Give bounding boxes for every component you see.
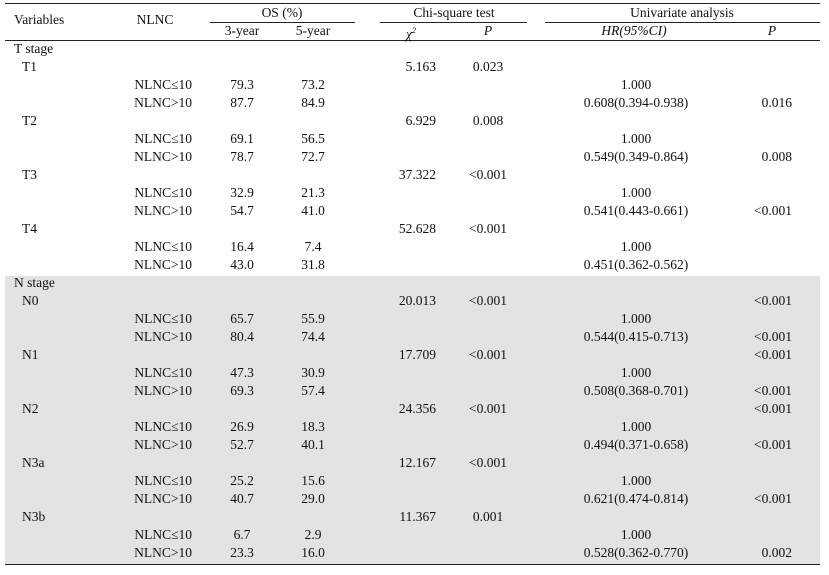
variables-header: Variables: [14, 12, 65, 27]
os-5year-value: 30.9: [301, 365, 325, 380]
os-5year-value: 74.4: [301, 329, 325, 344]
hazard-ratio: 0.608(0.394-0.938): [583, 95, 689, 110]
uni-group-rule: [545, 22, 820, 23]
hazard-ratio: 0.621(0.474-0.814): [583, 491, 689, 506]
chi-p-value: <0.001: [469, 347, 507, 362]
os-3year-value: 43.0: [230, 257, 254, 272]
nlnc-header: NLNC: [136, 12, 174, 27]
hazard-ratio: 0.541(0.443-0.661): [583, 203, 689, 218]
univariate-p-value: <0.001: [754, 347, 792, 362]
os-5year-value: 56.5: [301, 131, 325, 146]
os-5year-value: 2.9: [304, 527, 322, 542]
os-5year-value: 31.8: [301, 257, 325, 272]
os-3year-value: 54.7: [230, 203, 254, 218]
os-5year-value: 16.0: [301, 545, 325, 560]
os-5year-value: 15.6: [301, 473, 325, 488]
bottom-rule: [5, 564, 820, 565]
univariate-p-value: 0.016: [761, 95, 792, 110]
os-3year-value: 32.9: [230, 185, 254, 200]
uni-group-header: Univariate analysis: [630, 5, 734, 20]
section-label: N stage: [14, 275, 55, 290]
chi-p-value: <0.001: [469, 167, 507, 182]
nlnc-group: NLNC>10: [134, 491, 192, 506]
nlnc-group: NLNC>10: [134, 203, 192, 218]
nlnc-group: NLNC>10: [134, 257, 192, 272]
hazard-ratio: 1.000: [620, 527, 652, 542]
nlnc-group: NLNC>10: [134, 329, 192, 344]
univariate-p-value: <0.001: [754, 293, 792, 308]
chi-superscript: 2: [411, 26, 416, 35]
os-3year-value: 87.7: [230, 95, 254, 110]
univariate-p-value: <0.001: [754, 203, 792, 218]
os-5year-value: 72.7: [301, 149, 325, 164]
stage-label: N1: [22, 347, 39, 362]
hazard-ratio: 1.000: [620, 311, 652, 326]
os-5year-header: 5-year: [295, 23, 331, 38]
stage-label: T3: [22, 167, 37, 182]
nlnc-group: NLNC≤10: [134, 77, 192, 92]
hazard-ratio: 1.000: [620, 77, 652, 92]
os-3year-value: 16.4: [230, 239, 254, 254]
univariate-p-value: 0.008: [761, 149, 792, 164]
os-3year-header: 3-year: [224, 23, 260, 38]
stage-label: N0: [22, 293, 39, 308]
os-5year-value: 21.3: [301, 185, 325, 200]
os-5year-value: 7.4: [304, 239, 322, 254]
stage-label: T4: [22, 221, 37, 236]
stage-label: T1: [22, 59, 37, 74]
univariate-p-value: <0.001: [754, 329, 792, 344]
nlnc-group: NLNC>10: [134, 545, 192, 560]
nlnc-group: NLNC≤10: [134, 131, 192, 146]
hazard-ratio: 0.494(0.371-0.658): [583, 437, 689, 452]
hazard-ratio: 0.549(0.349-0.864): [583, 149, 689, 164]
os-5year-value: 40.1: [301, 437, 325, 452]
hazard-ratio: 1.000: [620, 185, 652, 200]
hazard-ratio: 1.000: [620, 365, 652, 380]
os-5year-value: 73.2: [301, 77, 325, 92]
os-3year-value: 47.3: [230, 365, 254, 380]
os-5year-value: 57.4: [301, 383, 325, 398]
chi-square-value: 12.167: [398, 455, 436, 470]
chi-square-header: [406, 23, 416, 43]
chi-square-value: 37.322: [398, 167, 436, 182]
section-label: T stage: [14, 41, 54, 56]
nlnc-group: NLNC>10: [134, 95, 192, 110]
nlnc-group: NLNC≤10: [134, 185, 192, 200]
univariate-p-value: <0.001: [754, 383, 792, 398]
nlnc-group: NLNC≤10: [134, 239, 192, 254]
os-3year-value: 69.3: [230, 383, 254, 398]
chi-p-value: <0.001: [469, 455, 507, 470]
hazard-ratio: 1.000: [620, 419, 652, 434]
os-5year-value: 41.0: [301, 203, 325, 218]
os-5year-value: 18.3: [301, 419, 325, 434]
nlnc-group: NLNC>10: [134, 383, 192, 398]
os-5year-value: 29.0: [301, 491, 325, 506]
chi-p-value: <0.001: [469, 401, 507, 416]
nlnc-group: NLNC≤10: [134, 527, 192, 542]
chi-p-value: 0.023: [472, 59, 504, 74]
hazard-ratio: 1.000: [620, 131, 652, 146]
hazard-ratio: 1.000: [620, 473, 652, 488]
os-3year-value: 79.3: [230, 77, 254, 92]
nlnc-group: NLNC≤10: [134, 365, 192, 380]
chi-square-value: 20.013: [398, 293, 436, 308]
chi-square-value: 11.367: [399, 509, 436, 524]
os-3year-value: 40.7: [230, 491, 254, 506]
os-5year-value: 84.9: [301, 95, 325, 110]
os-3year-value: 69.1: [230, 131, 254, 146]
hazard-ratio: 0.528(0.362-0.770): [583, 545, 689, 560]
chi-square-value: 24.356: [398, 401, 436, 416]
chi-square-value: 5.163: [405, 59, 436, 74]
univariate-p-value: <0.001: [754, 401, 792, 416]
nlnc-group: NLNC≤10: [134, 419, 192, 434]
nlnc-group: NLNC>10: [134, 437, 192, 452]
chi-p-value: 0.001: [472, 509, 504, 524]
chi-p-value: 0.008: [472, 113, 504, 128]
os-3year-value: 65.7: [230, 311, 254, 326]
hazard-ratio: 0.451(0.362-0.562): [583, 257, 689, 272]
chi-square-value: 17.709: [398, 347, 436, 362]
stage-label: N3b: [22, 509, 46, 524]
stage-label: N2: [22, 401, 39, 416]
chi-p-value: <0.001: [469, 293, 507, 308]
univariate-p-value: 0.002: [761, 545, 792, 560]
top-rule: [5, 3, 820, 4]
chi-square-value: 52.628: [398, 221, 436, 236]
chi-square-value: 6.929: [405, 113, 436, 128]
os-3year-value: 23.3: [230, 545, 254, 560]
hr-header: HR(95%CI): [601, 23, 667, 38]
os-5year-value: 55.9: [301, 311, 325, 326]
hazard-ratio: 1.000: [620, 239, 652, 254]
nlnc-group: NLNC>10: [134, 149, 192, 164]
univariate-p-value: <0.001: [754, 491, 792, 506]
os-3year-value: 6.7: [233, 527, 251, 542]
hazard-ratio: 0.544(0.415-0.713): [583, 329, 689, 344]
stage-label: T2: [22, 113, 37, 128]
chi-p-header: P: [483, 23, 493, 38]
os-3year-value: 80.4: [230, 329, 254, 344]
stage-label: N3a: [22, 455, 45, 470]
nlnc-group: NLNC≤10: [134, 311, 192, 326]
chi-p-value: <0.001: [469, 221, 507, 236]
os-group-header: OS (%): [261, 5, 303, 20]
os-3year-value: 26.9: [230, 419, 254, 434]
nlnc-group: NLNC≤10: [134, 473, 192, 488]
chi-group-header: Chi-square test: [413, 5, 495, 20]
chi-symbol: χ: [406, 26, 412, 42]
os-3year-value: 52.7: [230, 437, 254, 452]
uni-p-header: P: [767, 23, 777, 38]
hazard-ratio: 0.508(0.368-0.701): [583, 383, 689, 398]
univariate-p-value: <0.001: [754, 437, 792, 452]
os-3year-value: 78.7: [230, 149, 254, 164]
chi-group-rule: [380, 22, 527, 23]
os-3year-value: 25.2: [230, 473, 254, 488]
